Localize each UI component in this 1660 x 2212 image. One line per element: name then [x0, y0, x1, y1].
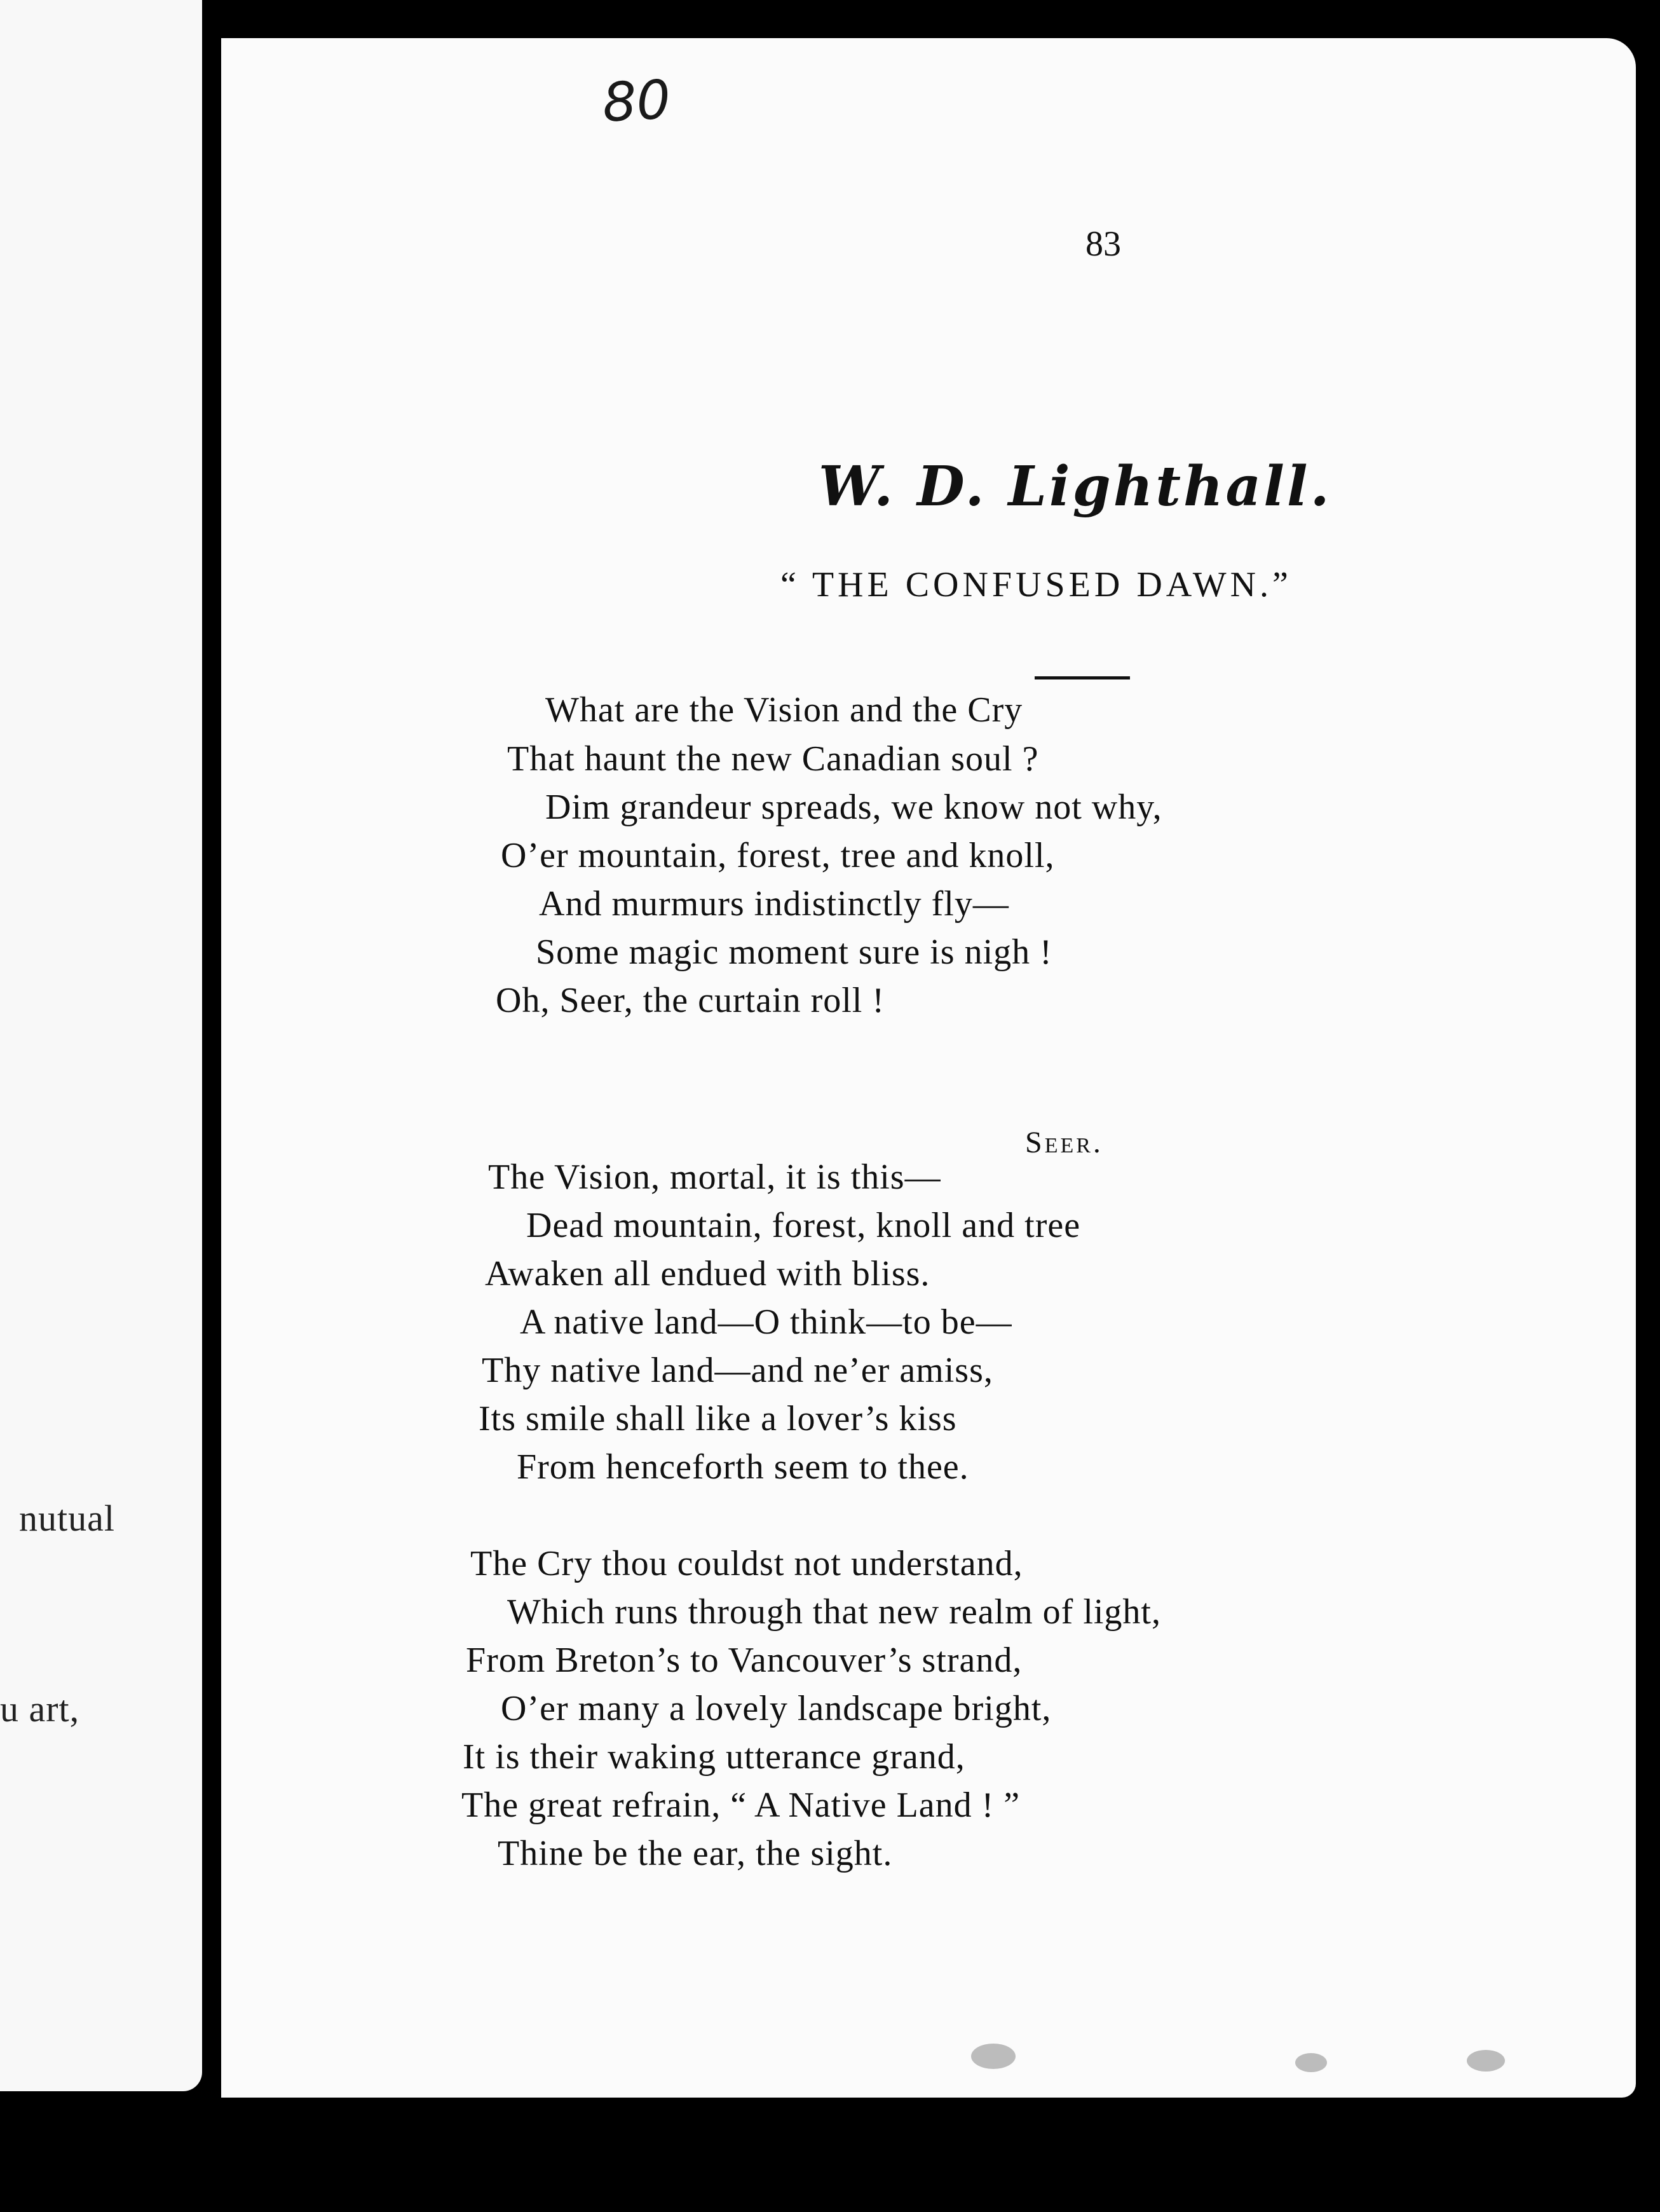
poem-title: “ THE CONFUSED DAWN.”	[780, 565, 1292, 604]
poem-line: Awaken all endued with bliss.	[485, 1254, 930, 1294]
poem-line: Oh, Seer, the curtain roll !	[496, 981, 885, 1020]
poem-line: From Breton’s to Vancouver’s strand,	[466, 1641, 1023, 1680]
author-heading: W. D. Lighthall.	[819, 454, 1332, 519]
poem-line: Dead mountain, forest, knoll and tree	[526, 1206, 1081, 1245]
left-page-fragment-2: u art,	[0, 1688, 80, 1730]
poem-line: And murmurs indistinctly fly—	[539, 884, 1009, 924]
left-page-fragment-1: nutual	[19, 1498, 115, 1539]
page-gutter	[202, 0, 221, 2212]
poem-line: Thine be the ear, the sight.	[498, 1834, 893, 1873]
poem-line: O’er many a lovely landscape bright,	[501, 1689, 1052, 1728]
poem-line: The Vision, mortal, it is this—	[488, 1157, 941, 1197]
poem-line: From henceforth seem to thee.	[517, 1447, 969, 1487]
poem-line: The great refrain, “ A Native Land ! ”	[461, 1785, 1021, 1825]
poem-line: Dim grandeur spreads, we know not why,	[545, 788, 1162, 827]
poem-line: That haunt the new Canadian soul ?	[507, 739, 1039, 779]
paper-stain	[971, 2044, 1016, 2069]
title-rule	[1035, 676, 1130, 679]
poem-line: What are the Vision and the Cry	[545, 690, 1023, 730]
paper-stain	[1295, 2053, 1327, 2072]
poem-line: Its smile shall like a lover’s kiss	[479, 1399, 957, 1438]
poem-line: It is their waking utterance grand,	[463, 1737, 965, 1777]
page-number: 83	[1085, 224, 1121, 264]
poem-line: Which runs through that new realm of light,	[507, 1592, 1161, 1632]
poem-line: O’er mountain, forest, tree and knoll,	[501, 836, 1055, 875]
poem-line: Thy native land—and ne’er amiss,	[482, 1351, 993, 1390]
paper-stain	[1467, 2050, 1505, 2072]
section-heading: Seer.	[1025, 1126, 1103, 1159]
left-page	[0, 0, 202, 2091]
poem-line: The Cry thou couldst not understand,	[470, 1544, 1023, 1583]
poem-line: A native land—O think—to be—	[520, 1302, 1012, 1342]
handwritten-page-number: 80	[601, 68, 672, 134]
right-page	[221, 38, 1636, 2098]
poem-line: Some magic moment sure is nigh !	[536, 932, 1052, 972]
